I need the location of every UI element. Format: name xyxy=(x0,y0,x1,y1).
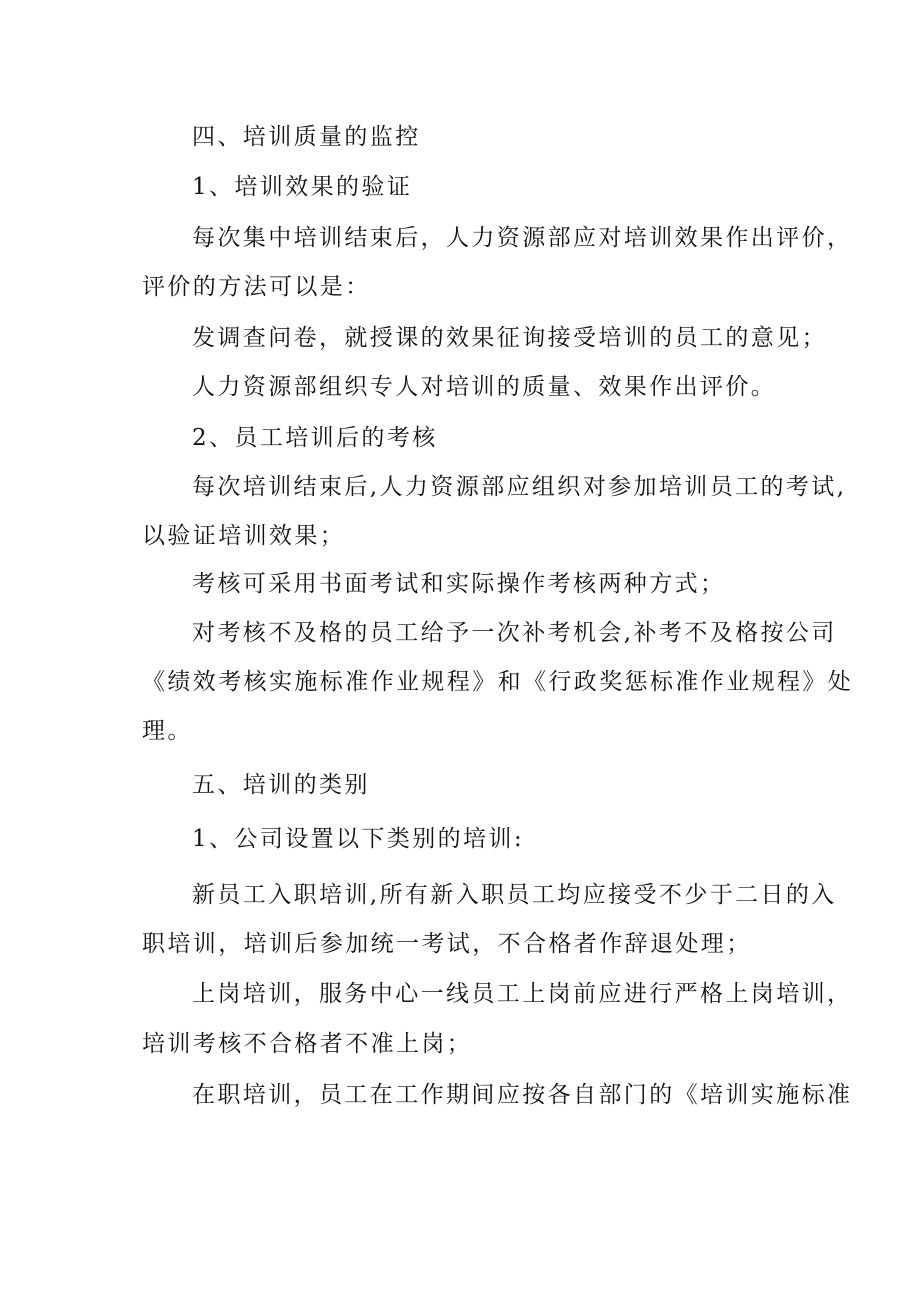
paragraph-6-line-3: 理。 xyxy=(142,718,193,744)
paragraph-4-line-2: 以验证培训效果； xyxy=(142,523,346,549)
section5-heading: 五、培训的类别 xyxy=(192,772,370,798)
paragraph-3: 人力资源部组织专人对培训的质量、效果作出评价。 xyxy=(192,374,777,400)
subsection-2-heading: 2、员工培训后的考核 xyxy=(192,425,438,451)
paragraph-9-line-1: 在职培训，员工在工作期间应按各自部门的《培训实施标准 xyxy=(192,1082,853,1108)
paragraph-6-line-2: 《绩效考核实施标准作业规程》和《行政奖惩标准作业规程》处 xyxy=(142,669,854,695)
paragraph-8-line-1: 上岗培训，服务中心一线员工上岗前应进行严格上岗培训， xyxy=(192,981,853,1007)
paragraph-2: 发调查问卷，就授课的效果征询接受培训的员工的意见； xyxy=(192,325,827,351)
paragraph-4-line-1: 每次培训结束后,人力资源部应组织对参加培训员工的考试, xyxy=(192,474,847,500)
paragraph-8-line-2: 培训考核不合格者不准上岗； xyxy=(142,1031,473,1057)
subsection-3-heading: 1、公司设置以下类别的培训: xyxy=(192,826,524,852)
paragraph-7-line-1: 新员工入职培训,所有新入职员工均应接受不少于二日的入 xyxy=(192,882,837,908)
section4-heading: 四、培训质量的监控 xyxy=(192,124,421,150)
paragraph-5: 考核可采用书面考试和实际操作考核两种方式； xyxy=(192,571,726,597)
paragraph-1-line-1: 每次集中培训结束后，人力资源部应对培训效果作出评价， xyxy=(192,225,853,251)
paragraph-7-line-2: 职培训，培训后参加统一考试，不合格者作辞退处理； xyxy=(142,931,752,957)
subsection-1-heading: 1、培训效果的验证 xyxy=(192,174,413,200)
paragraph-6-line-1: 对考核不及格的员工给予一次补考机会,补考不及格按公司 xyxy=(192,620,837,646)
paragraph-1-line-2: 评价的方法可以是： xyxy=(142,274,371,300)
